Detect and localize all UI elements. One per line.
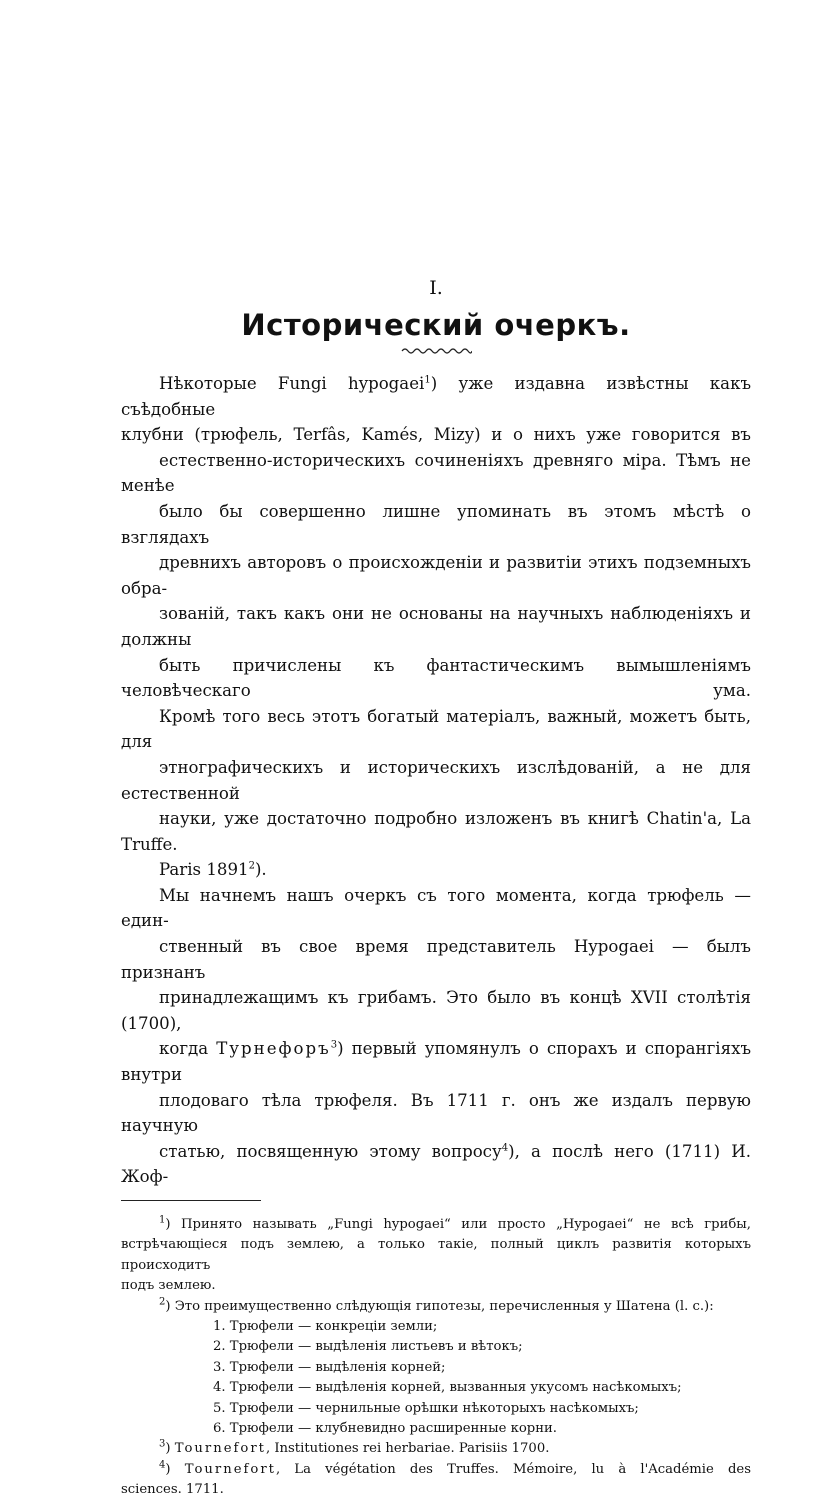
text-line: Paris 1891$^2$). xyxy=(159,860,267,880)
text-line: науки, уже достаточно подробно изложенъ въ книгѣ Chatin'a, La Truffe. xyxy=(121,809,751,854)
chapter-title: Исторический очеркъ. xyxy=(241,308,631,342)
footnotes xyxy=(121,1215,751,1501)
footnote-line: $^1$) Принято называть „Fungi hypogaei“ или просто „Hypogaei“ не всѣ грибы, xyxy=(159,1214,751,1232)
paragraph-2 xyxy=(121,883,751,1190)
list-item: 5. Трюфели — чернильные орѣшки нѣкоторыхъ насѣкомыхъ; xyxy=(213,1400,639,1416)
text-line: Мы начнемъ нашъ очеркъ съ того момента, когда трюфель — един- xyxy=(121,885,751,931)
text-line: ственный въ свое время представитель Hypogaei — былъ признанъ xyxy=(121,937,751,982)
chapter-number: I. xyxy=(429,277,443,299)
footnote-divider xyxy=(121,1200,261,1201)
footnote-1 xyxy=(121,1215,751,1297)
footnote-line: встрѣчающіеся подъ землею, а только такіе, полный циклъ развитія которыхъ происходитъ xyxy=(121,1237,751,1273)
footnote-2 xyxy=(121,1297,751,1440)
text-line: принадлежащимъ къ грибамъ. Это было въ концѣ XVII столѣтія (1700), xyxy=(121,988,751,1033)
list-item: 4. Трюфели — выдѣленія корней, вызванныя укусомъ насѣкомыхъ; xyxy=(213,1380,682,1396)
footnote-3 xyxy=(121,1439,751,1459)
text-line: плодоваго тѣла трюфеля. Въ 1711 г. онъ же издалъ первую научную xyxy=(121,1090,751,1136)
title-ornament xyxy=(400,347,472,355)
page xyxy=(121,276,751,1501)
footnote-line: $^4$) Tournefort, La végétation des Truffes. Mémoire, lu à l'Académie des xyxy=(159,1459,751,1477)
footnote-line: подъ землею. xyxy=(121,1278,216,1294)
text-line: Нѣкоторые Fungi hypogaei$^1$) уже издавна извѣстны какъ съѣдобные xyxy=(121,374,751,419)
text-line: клубни (трюфель, Terfâs, Kamés, Mizy) и о нихъ уже говорится въ xyxy=(121,425,751,445)
author-name: Tournefort xyxy=(184,1461,276,1477)
text-line: Кромѣ того весь этотъ богатый матеріалъ, важный, можетъ быть, для xyxy=(121,706,751,752)
text-line: зованій, такъ какъ они не основаны на научныхъ наблюденіяхъ и должны xyxy=(121,604,751,649)
footnote-line: $^2$) Это преимущественно слѣдующія гипотезы, перечисленныя у Шатена (l. c.): xyxy=(159,1296,714,1314)
text-line: быть причислены къ фантастическимъ вымышленіямъ человѣческаго ума. xyxy=(121,655,751,701)
list-item: 1. Трюфели — конкреціи земли; xyxy=(213,1319,438,1335)
text-line: статью, посвященную этому вопросу$^4$), а послѣ него (1711) И. Жоф- xyxy=(121,1141,751,1187)
list-item: 2. Трюфели — выдѣленія листьевъ и вѣтокъ; xyxy=(213,1339,523,1355)
hypotheses-list xyxy=(175,1317,751,1439)
text-line: было бы совершенно лишне упоминать въ этомъ мѣстѣ о взглядахъ xyxy=(121,501,751,547)
footnote-line: $^3$) Tournefort, Institutiones rei herbariae. Parisiis 1700. xyxy=(159,1439,550,1457)
footnote-4 xyxy=(121,1460,751,1501)
text-line: древнихъ авторовъ о происхожденіи и развитіи этихъ подземныхъ обра- xyxy=(121,553,751,598)
author-name: Tournefort xyxy=(174,1441,266,1457)
text-line: когда Турнефоръ$^3$) первый упомянулъ о спорахъ и спорангіяхъ внутри xyxy=(121,1039,751,1085)
text-line: этнографическихъ и историческихъ изслѣдованій, а не для естественной xyxy=(121,757,751,803)
list-item: 3. Трюфели — выдѣленія корней; xyxy=(213,1359,446,1375)
text-line: естественно-историческихъ сочиненіяхъ древняго міра. Тѣмъ не менѣе xyxy=(121,450,751,496)
list-item: 6. Трюфели — клубневидно расширенные корни. xyxy=(213,1421,557,1437)
body-text xyxy=(121,371,751,1190)
paragraph-1 xyxy=(121,371,751,883)
author-name: Турнефоръ xyxy=(216,1039,331,1059)
footnote-line: sciences. 1711. xyxy=(121,1482,224,1498)
